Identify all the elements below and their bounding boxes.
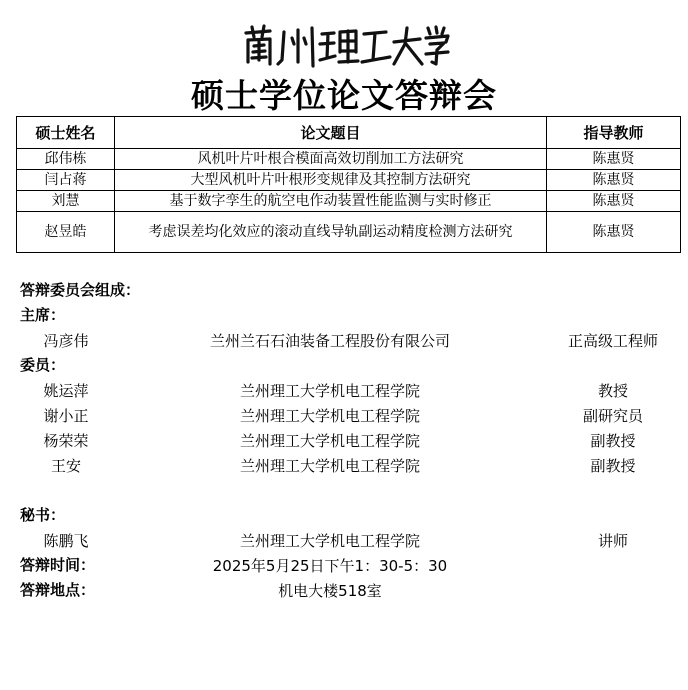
thesis-title: 风机叶片叶根合模面高效切削加工方法研究 bbox=[115, 149, 547, 170]
member-title: 副研究员 bbox=[582, 407, 643, 425]
chair-organization: 兰州兰石石油装备工程股份有限公司 bbox=[209, 332, 450, 350]
defense-time-label: 答辩时间： bbox=[20, 556, 96, 574]
member-row bbox=[0, 401, 688, 426]
chair-row bbox=[0, 326, 688, 351]
column-header-student: 硕士姓名 bbox=[17, 117, 115, 149]
table-row bbox=[17, 212, 681, 253]
member-organization: 兰州理工大学机电工程学院 bbox=[239, 382, 420, 400]
member-organization: 兰州理工大学机电工程学院 bbox=[239, 407, 420, 425]
defense-time-row bbox=[0, 551, 688, 576]
defense-place-row bbox=[0, 576, 688, 601]
defense-place-label: 答辩地点： bbox=[20, 581, 96, 599]
member-title: 副教授 bbox=[590, 432, 636, 450]
table-row bbox=[17, 170, 681, 191]
defense-time-value: 2025年5月25日下午1：30-5：30 bbox=[212, 557, 448, 575]
student-name: 闫占蒋 bbox=[17, 170, 115, 191]
member-title: 副教授 bbox=[590, 457, 636, 475]
spacer bbox=[0, 476, 688, 501]
secretary-organization: 兰州理工大学机电工程学院 bbox=[239, 532, 420, 550]
table-header-row bbox=[17, 117, 681, 149]
table-row bbox=[17, 191, 681, 212]
student-name: 刘慧 bbox=[17, 191, 115, 212]
advisor-name: 陈惠贤 bbox=[547, 212, 681, 253]
secretary-name: 陈鹏飞 bbox=[43, 532, 89, 550]
thesis-table bbox=[16, 116, 681, 253]
committee-section bbox=[0, 276, 688, 601]
advisor-name: 陈惠贤 bbox=[547, 149, 681, 170]
member-name: 王安 bbox=[50, 457, 81, 475]
column-header-advisor: 指导教师 bbox=[547, 117, 681, 149]
thesis-title: 基于数字孪生的航空电作动装置性能监测与实时修正 bbox=[115, 191, 547, 212]
page-title: 硕士学位论文答辩会 bbox=[191, 76, 497, 115]
members-label: 委员： bbox=[20, 356, 66, 374]
member-title: 教授 bbox=[597, 382, 628, 400]
member-row bbox=[0, 451, 688, 476]
university-logo bbox=[240, 24, 450, 68]
member-name: 杨荣荣 bbox=[43, 432, 89, 450]
member-name: 谢小正 bbox=[43, 407, 89, 425]
member-row bbox=[0, 426, 688, 451]
member-organization: 兰州理工大学机电工程学院 bbox=[239, 457, 420, 475]
member-row bbox=[0, 376, 688, 401]
thesis-title: 考虑误差均化效应的滚动直线导轨副运动精度检测方法研究 bbox=[115, 212, 547, 253]
column-header-thesis-title: 论文题目 bbox=[115, 117, 547, 149]
member-organization: 兰州理工大学机电工程学院 bbox=[239, 432, 420, 450]
member-name: 姚运萍 bbox=[43, 382, 89, 400]
secretary-title: 讲师 bbox=[597, 532, 628, 550]
secretary-label: 秘书： bbox=[20, 506, 66, 524]
thesis-title: 大型风机叶片叶根形变规律及其控制方法研究 bbox=[115, 170, 547, 191]
chair-name: 冯彦伟 bbox=[43, 332, 89, 350]
committee-heading: 答辩委员会组成： bbox=[20, 281, 141, 299]
student-name: 邱伟栋 bbox=[17, 149, 115, 170]
student-name: 赵昱皓 bbox=[17, 212, 115, 253]
defense-place-value: 机电大楼518室 bbox=[278, 582, 382, 600]
table-row bbox=[17, 149, 681, 170]
advisor-name: 陈惠贤 bbox=[547, 191, 681, 212]
chair-title: 正高级工程师 bbox=[567, 332, 658, 350]
chair-label: 主席： bbox=[20, 306, 66, 324]
advisor-name: 陈惠贤 bbox=[547, 170, 681, 191]
secretary-row bbox=[0, 526, 688, 551]
